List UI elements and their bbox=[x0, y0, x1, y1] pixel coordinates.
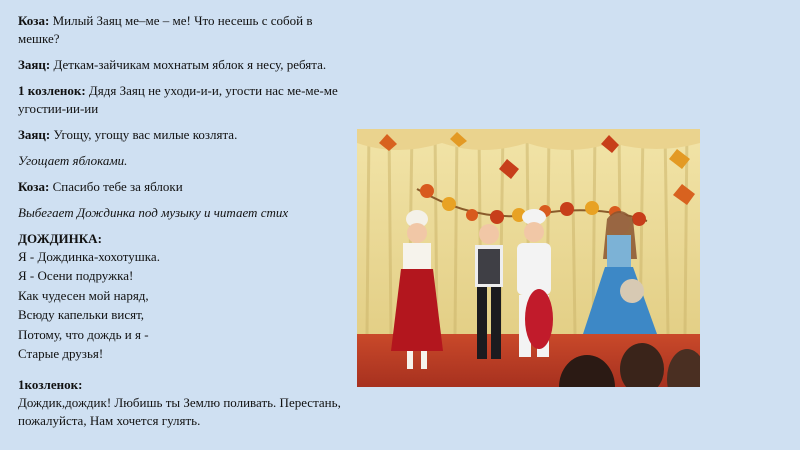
line-koza-2 bbox=[18, 178, 183, 196]
stage-direction-dozhdinka: Выбегает Дождинка под музыку и читает стих bbox=[18, 205, 289, 220]
line-text: Деткам-зайчикам мохнатым яблок я несу, ребята. bbox=[50, 57, 327, 72]
line-zayac-2 bbox=[18, 126, 237, 144]
poem-verse: Всюду капельки висят, bbox=[18, 307, 145, 322]
stage-photo-illustration bbox=[357, 129, 700, 387]
line-text: Угощу, угощу вас милые козлята. bbox=[50, 127, 238, 142]
line-text: Дядя Заяц не уходи-и-и, угости нас ме-ме-ме bbox=[85, 83, 338, 98]
poem-verse: Как чудесен мой наряд, bbox=[18, 288, 149, 303]
speaker-label: Заяц: bbox=[18, 127, 51, 142]
bottom-line: Дождик,дождик! Любишь ты Землю поливать. Перестань, bbox=[18, 395, 341, 410]
poem-verse: Я - Осени подружка! bbox=[18, 268, 134, 283]
poem-title: ДОЖДИНКА: bbox=[18, 231, 102, 246]
line-koza-1 bbox=[18, 12, 312, 30]
bottom-line: пожалуйста, Нам хочется гулять. bbox=[18, 413, 201, 428]
bottom-caption bbox=[18, 376, 438, 430]
bottom-speaker: 1козленок: bbox=[18, 377, 83, 392]
poem-verse: Я - Дождинка-хохотушка. bbox=[18, 249, 160, 264]
line-zayac-1 bbox=[18, 56, 326, 74]
line-text: Спасибо тебе за яблоки bbox=[49, 179, 183, 194]
speaker-label: Коза: bbox=[18, 179, 50, 194]
stage-direction-apples: Угощает яблоками. bbox=[18, 153, 128, 168]
speaker-label: Коза: bbox=[18, 13, 50, 28]
line-koza-1-cont: мешке? bbox=[18, 31, 60, 46]
stage-photo bbox=[357, 129, 700, 387]
speaker-label: Заяц: bbox=[18, 57, 51, 72]
line-text: Милый Заяц ме–ме – ме! Что несешь с собой в bbox=[49, 13, 313, 28]
speaker-label: 1 козленок: bbox=[18, 83, 86, 98]
poem-verse: Старые друзья! bbox=[18, 346, 104, 361]
line-kozlenok-1 bbox=[18, 82, 338, 100]
line-kozlenok-1-cont: угостии-ии-ии bbox=[18, 101, 99, 116]
poem-verse: Потому, что дождь и я - bbox=[18, 327, 149, 342]
